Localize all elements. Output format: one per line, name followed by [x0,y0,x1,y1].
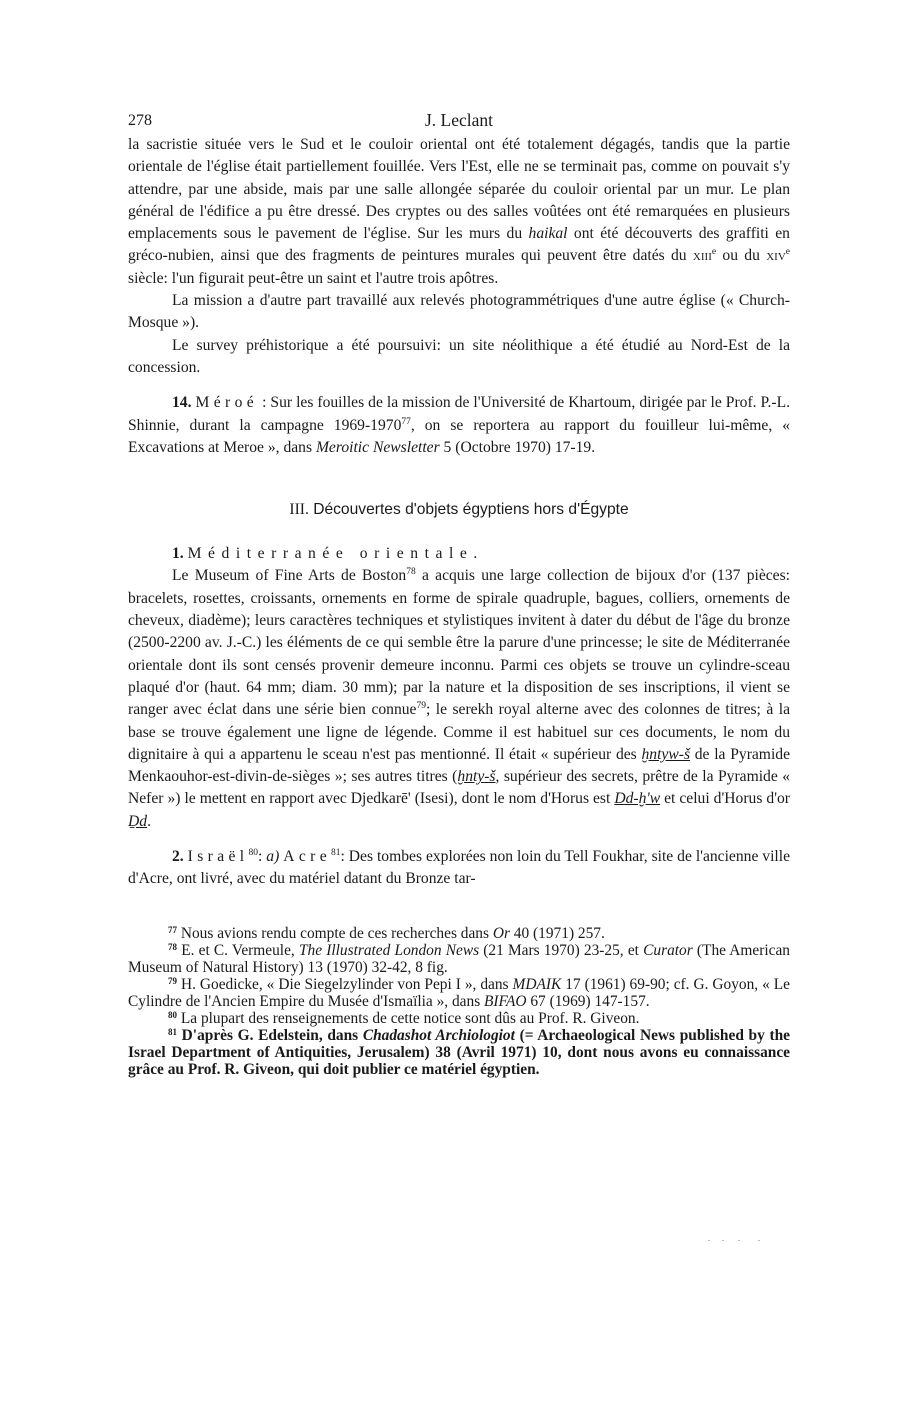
scan-specks [708,1240,764,1242]
golden-horus-name: Ḏd [128,812,148,830]
footnote-81: $^{81}$ D'après G. Edelstein, dans Chadashot Archiologiot (= Archaeological News published by the Israel Department of Antiquities, Jerusalem) 38 (Avril 1971) 10, dont nous avons eu connaissance grâce au Prof. R. Giveon, qui doit publier ce matériel égyptien. [128,1026,790,1078]
paragraph-survey: Le survey préhistorique a été poursuivi: un site néolithique a été étudié au Nord-Est de la concession. [128,336,790,376]
paragraph-israel: 2. Israël$^{80}$: a) Acre$^{81}$: Des tombes explorées non loin du Tell Foukhar, site de l'ancienne ville d'Acre, ont livré, avec du matériel datant du Bronze tar- [128,848,791,888]
egyptian-title: ḫnty-š [457,768,496,786]
italic-term: haikal [528,225,568,243]
egyptian-title: ḫntyw-š [641,745,691,763]
page [128,104,790,1078]
footnote-ref: 78 [406,567,416,578]
footnote-ref: 79 [416,701,426,712]
paragraph-meroe: 14. Méroé : Sur les fouilles de la mission de l'Université de Khartoum, dirigée par le Prof. P.-L. Shinnie, durant la campagne 1969-1970$^{77}$, on se reportera au rapport du fouilleur lui-même, « Excavations at Meroe », dans Meroitic Newsletter 5 (Octobre 1970) 17-19. [128,394,791,456]
entry-place: Israël [187,848,249,866]
page-number: 278 [128,112,152,129]
paragraph-church-excavation: la sacristie située vers le Sud et le couloir oriental ont été totalement dégagés, tandis que la partie orientale de l'église était partiellement fouillée. Vers l'Est, elle ne se terminait pas, comme on pouvait s'y attendre, par une abside, mais par une salle allongée séparée du couloir oriental par un mur. Le plan général de l'édifice a pu être dressé. Des cryptes ou des salles voûtées ont été remarquées en plusieurs emplacements sous le pavement de l'église. Sur les murs du haikal ont été découverts des graffiti en gréco-nubien, ainsi que des fragments de peintures murales qui peuvent être datés du xiii$^e$ ou du xiv$^e$ siècle: l'un figurait peut-être un saint et l'autre trois apôtres. [128,136,790,287]
running-title: J. Leclant [424,110,494,130]
footnote-78: $^{78}$ E. et C. Vermeule, The Illustrated London News (21 Mars 1970) 23-25, et Curator (The American Museum of Natural History) 13 (1970) 32-42, 8 fig. [128,941,790,976]
footnote-77: $^{77}$ Nous avions rendu compte de ces recherches dans Or 40 (1971) 257. [168,924,605,942]
section-title: Découvertes d'objets égyptiens hors d'Égypte [313,501,629,519]
footnote-ref: 81 [331,848,341,859]
subsection-number: 1. [172,545,184,563]
journal-title: Meroitic Newsletter [315,438,440,456]
footnote-79: $^{79}$ H. Goedicke, « Die Siegelzylinder von Pepi I », dans MDAIK 17 (1961) 69-90; cf. G. Goyon, « Le Cylindre de l'Ancien Empire du Musée d'Ismaïlia », dans BIFAO 67 (1969) 147-157. [128,975,790,1010]
section-number: III. [289,501,309,519]
section-heading [128,499,790,521]
footnotes [128,925,790,1078]
paragraph-boston-collection: Le Museum of Fine Arts de Boston$^{78}$ a acquis une large collection de bijoux d'or (137 pièces: bracelets, rosettes, croissants, ornements en forme de spirale quadruple, bagues, colliers, ornements de cheveux, diadème); leurs caractères techniques et stylistiques invitent à dater du début de l'âge du bronze (2500-2200 av. J.-C.) les éléments de ce qui semble être la parure d'une princesse; le site de Méditerranée orientale dont ils sont censés provenir demeure inconnu. Parmi ces objets se trouve un cylindre-sceau plaqué d'or (haut. 64 mm; diam. 30 mm); par la nature et la disposition de ses inscriptions, il vient se ranger avec éclat dans une série bien connue$^{79}$; le serekh royal alterne avec des colonnes de titres; à la base se trouve également une ligne de légende. Comme il est habituel sur ces documents, le nom du dignitaire à qui a appartenu le sceau n'est pas mentionné. Il était « supérieur des ḫntyw-š de la Pyramide Menkaouhor-est-divin-de-sièges »; ses autres titres (ḫnty-š, supérieur des secrets, prêtre de la Pyramide « Nefer ») le mettent en rapport avec Djedkarē' (Isesi), dont le nom d'Horus est Ḏd-ḫ'w et celui d'Horus d'or Ḏd. [128,567,791,830]
running-header [128,104,790,134]
footnote-ref: 77 [401,416,411,427]
paragraph-photogrammetry: La mission a d'autre part travaillé aux relevés photogrammétriques d'une autre église (« Church-Mosque »). [128,292,790,332]
subsection-heading [128,543,790,565]
entry-place: Méroé [195,394,259,412]
entry-subplace: Acre [283,848,332,866]
entry-number: 2. [172,848,184,866]
footnote-ref: 80 [248,848,258,859]
subsection-title: Méditerranée orientale. [187,545,484,563]
century-numeral: xiii [692,247,712,265]
footnote-80: $^{80}$ La plupart des renseignements de cette notice sont dûs au Prof. R. Giveon. [168,1009,640,1027]
entry-number: 14. [172,394,192,412]
horus-name: Ḏd-ḫ'w [614,790,661,808]
century-numeral: xiv [766,247,786,265]
